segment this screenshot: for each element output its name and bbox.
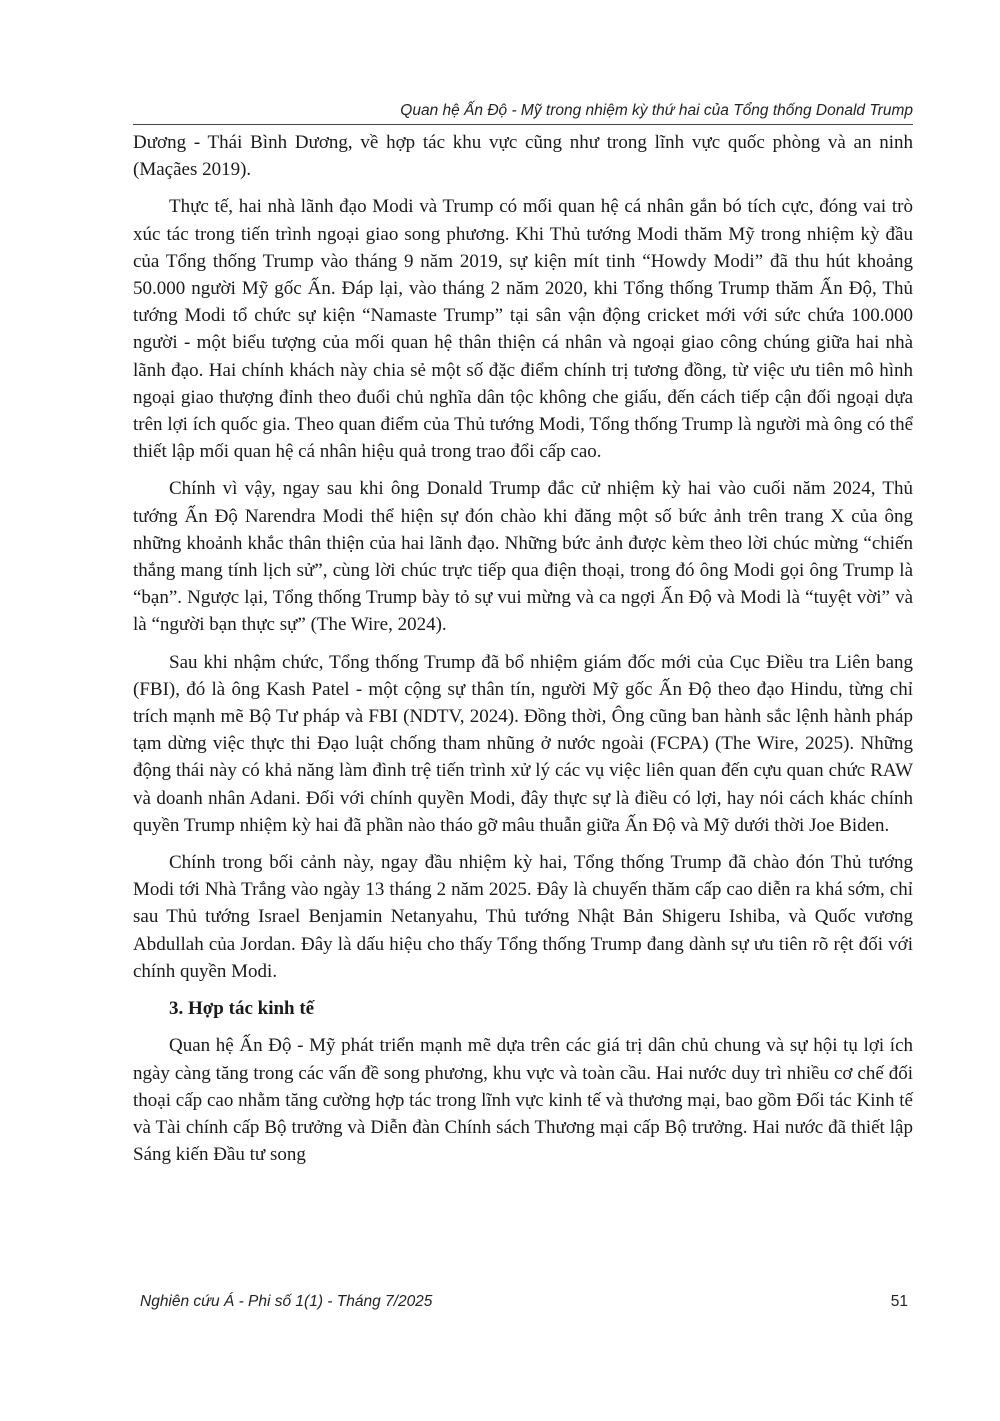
header-rule bbox=[133, 124, 913, 125]
running-header: Quan hệ Ấn Độ - Mỹ trong nhiệm kỳ thứ hai của Tổng thống Donald Trump bbox=[400, 102, 913, 119]
paragraph: Quan hệ Ấn Độ - Mỹ phát triển mạnh mẽ dựa trên các giá trị dân chủ chung và sự hội tụ lợi ích ngày càng tăng trong các vấn đề song phương, khu vực và toàn cầu. Hai nước duy trì nhiều cơ chế đối thoại cấp cao nhằm tăng cường hợp tác trong lĩnh vực kinh tế và thương mại, bao gồm Đối tác Kinh tế và Tài chính cấp Bộ trưởng và Diễn đàn Chính sách Thương mại cấp Bộ trưởng. Hai nước đã thiết lập Sáng kiến Đầu tư song bbox=[133, 1035, 913, 1166]
section-heading: 3. Hợp tác kinh tế bbox=[169, 998, 315, 1020]
paragraph: Sau khi nhậm chức, Tổng thống Trump đã bổ nhiệm giám đốc mới của Cục Điều tra Liên bang (FBI), đó là ông Kash Patel - một cộng sự thân tín, người Mỹ gốc Ấn Độ theo đạo Hindu, từng chỉ trích mạnh mẽ Bộ Tư pháp và FBI (NDTV, 2024). Đồng thời, Ông cũng ban hành sắc lệnh hành pháp tạm dừng việc thực thi Đạo luật chống tham nhũng ở nước ngoài (FCPA) (The Wire, 2025). Những động thái này có khả năng làm đình trệ tiến trình xử lý các vụ việc liên quan đến cựu quan chức RAW và doanh nhân Adani. Đối với chính quyền Modi, đây thực sự là điều có lợi, hay nói cách khác chính quyền Trump nhiệm kỳ hai đã phần nào tháo gỡ mâu thuẫn giữa Ấn Độ và Mỹ dưới thời Joe Biden. bbox=[133, 651, 913, 836]
paragraph: Thực tế, hai nhà lãnh đạo Modi và Trump có mối quan hệ cá nhân gắn bó tích cực, đóng vai trò xúc tác trong tiến trình ngoại giao song phương. Khi Thủ tướng Modi thăm Mỹ trong nhiệm kỳ đầu của Tổng thống Trump vào tháng 9 năm 2019, sự kiện mít tinh “Howdy Modi” đã thu hút khoảng 50.000 người Mỹ gốc Ấn. Đáp lại, vào tháng 2 năm 2020, khi Tổng thống Trump thăm Ấn Độ, Thủ tướng Modi tổ chức sự kiện “Namaste Trump” tại sân vận động cricket mới với sức chứa 100.000 người - một biểu tượng của mối quan hệ thân thiện cá nhân và ngoại giao công chúng giữa hai nhà lãnh đạo. Hai chính khách này chia sẻ một số đặc điểm chính trị tương đồng, từ việc ưu tiên mô hình ngoại giao thượng đỉnh theo đuổi chủ nghĩa dân tộc không che giấu, đến cách tiếp cận đối ngoại dựa trên lợi ích quốc gia. Theo quan điểm của Thủ tướng Modi, Tổng thống Trump là người mà ông có thể thiết lập mối quan hệ cá nhân hiệu quả trong trao đổi cấp cao. bbox=[133, 196, 913, 463]
page-footer bbox=[140, 1293, 908, 1311]
paragraph: Chính vì vậy, ngay sau khi ông Donald Trump đắc cử nhiệm kỳ hai vào cuối năm 2024, Thủ tướng Ấn Độ Narendra Modi thể hiện sự đón chào khi đăng một số bức ảnh trên trang X của ông những khoảnh khắc thân thiện của hai lãnh đạo. Những bức ảnh được kèm theo lời chúc mừng “chiến thắng mang tính lịch sử”, cùng lời chúc trực tiếp qua điện thoại, trong đó ông Modi gọi ông Trump là “bạn”. Ngược lại, Tổng thống Trump bày tỏ sự vui mừng và ca ngợi Ấn Độ và Modi là “tuyệt vời” và là “người bạn thực sự” (The Wire, 2024). bbox=[133, 478, 913, 636]
page-number: 51 bbox=[890, 1293, 908, 1310]
paragraph: Chính trong bối cảnh này, ngay đầu nhiệm kỳ hai, Tổng thống Trump đã chào đón Thủ tướng Modi tới Nhà Trắng vào ngày 13 tháng 2 năm 2025. Đây là chuyến thăm cấp cao diễn ra khá sớm, chỉ sau Thủ tướng Israel Benjamin Netanyahu, Thủ tướng Nhật Bản Shigeru Ishiba, và Quốc vương Abdullah của Jordan. Đây là dấu hiệu cho thấy Tổng thống Trump đang dành sự ưu tiên rõ rệt đối với chính quyền Modi. bbox=[133, 852, 913, 982]
body-text bbox=[133, 129, 913, 1178]
journal-citation: Nghiên cứu Á - Phi số 1(1) - Tháng 7/2025 bbox=[140, 1293, 433, 1310]
paragraph-continued: Dương - Thái Bình Dương, về hợp tác khu vực cũng như trong lĩnh vực quốc phòng và an ninh (Maçães 2019). bbox=[133, 132, 913, 181]
